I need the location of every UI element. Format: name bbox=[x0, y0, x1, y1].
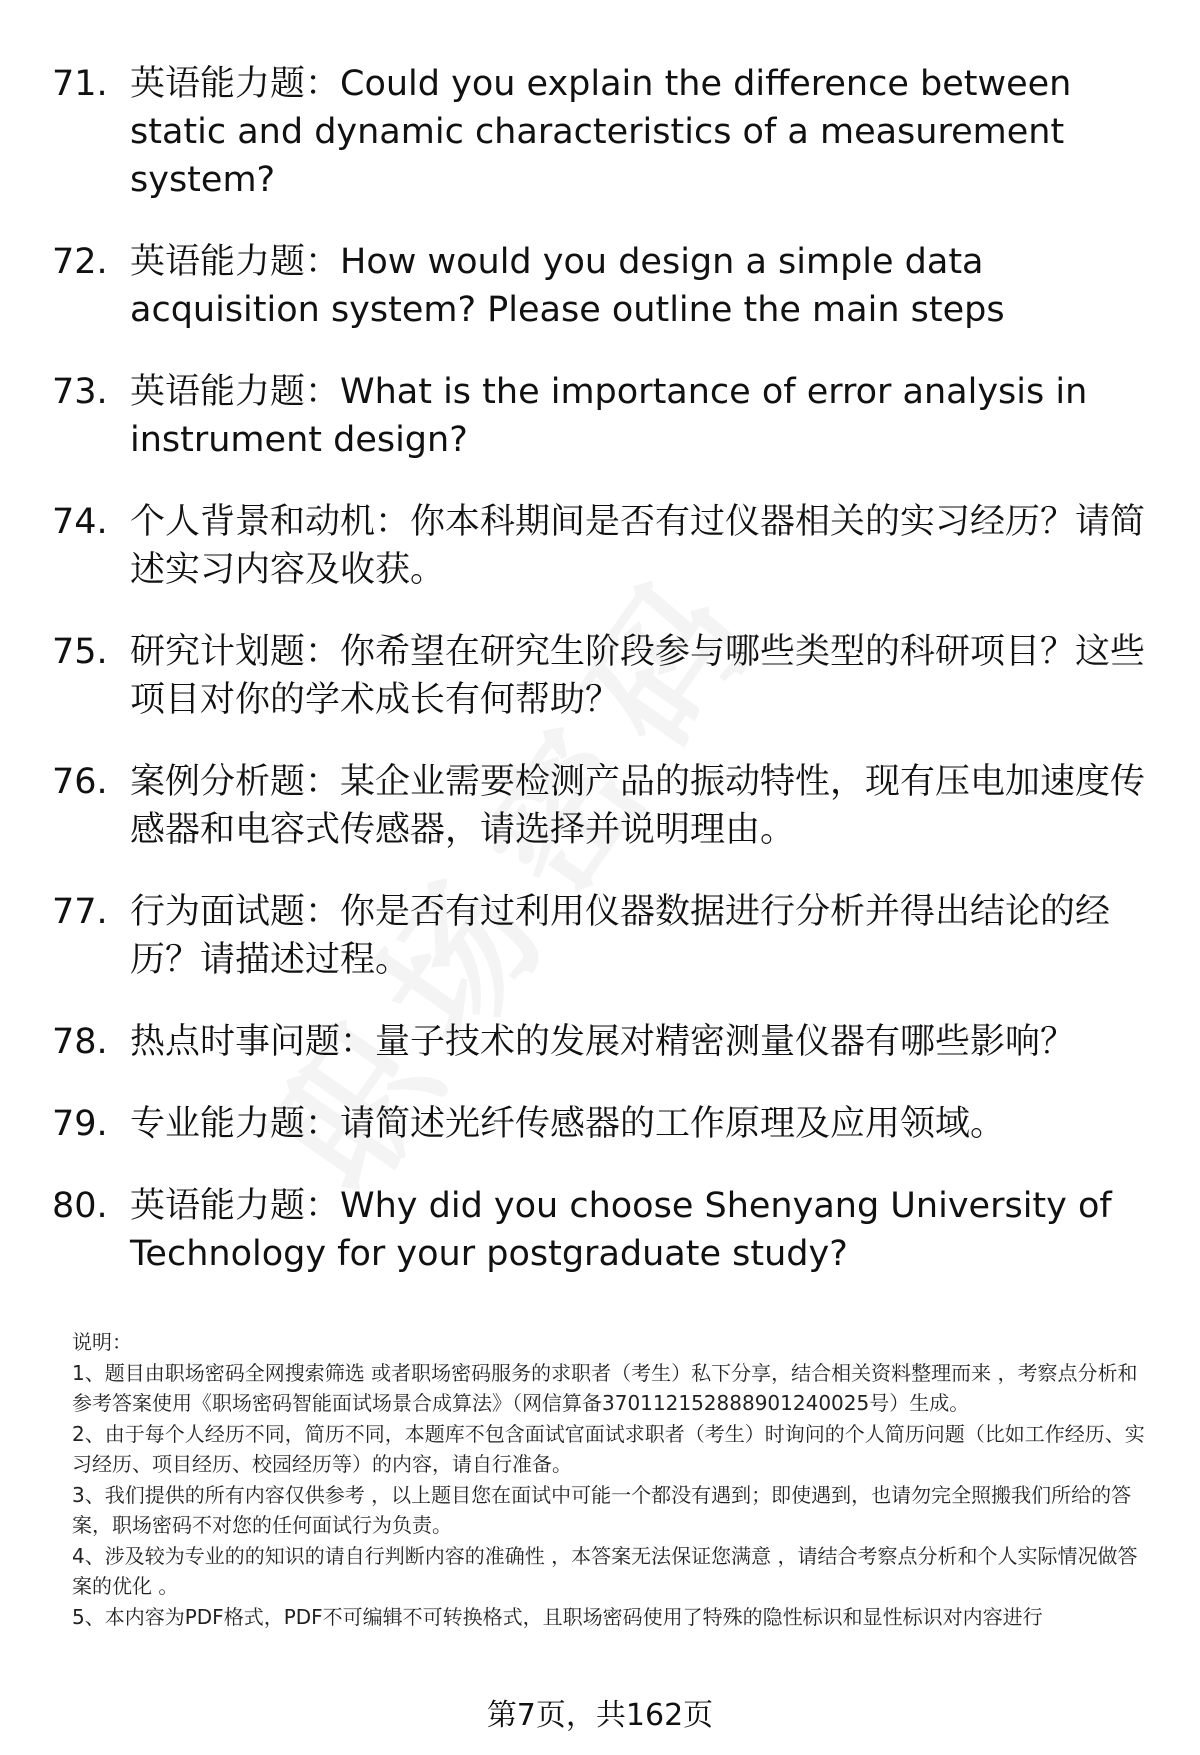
question-item bbox=[52, 758, 1152, 854]
question-number: 78. bbox=[52, 1022, 108, 1062]
notes-heading: 说明： bbox=[72, 1330, 132, 1354]
question-text: 行为面试题：你是否有过利用仪器数据进行分析并得出结论的经历？请描述过程。 bbox=[130, 892, 1111, 980]
note-item: 4、涉及较为专业的的知识的请自行判断内容的准确性 ，本答案无法保证您满意 ，请结合考察点分析和个人实际情况做答案的优化 。 bbox=[72, 1543, 1138, 1598]
notes-section bbox=[72, 1327, 1152, 1632]
question-text: 案例分析题：某企业需要检测产品的振动特性，现有压电加速度传感器和电容式传感器，请选择并说明理由。 bbox=[130, 762, 1146, 850]
note-item: 2、由于每个人经历不同，简历不同，本题库不包含面试官面试求职者（考生）时询问的个人简历问题（比如工作经历、实习经历、项目经历、校园经历等）的内容，请自行准备。 bbox=[72, 1421, 1145, 1476]
note-item: 3、我们提供的所有内容仅供参考 ，以上题目您在面试中可能一个都没有遇到；即使遇到，也请勿完全照搬我们所给的答案，职场密码不对您的任何面试行为负责。 bbox=[72, 1482, 1132, 1537]
question-text: 英语能力题：Why did you choose Shenyang University of Technology for your postgraduate study? bbox=[130, 1186, 1112, 1274]
page-number: 第7页，共162页 bbox=[486, 1698, 714, 1733]
question-number: 79. bbox=[52, 1104, 108, 1144]
question-text: 热点时事问题：量子技术的发展对精密测量仪器有哪些影响？ bbox=[130, 1022, 1076, 1062]
question-text: 英语能力题：Could you explain the difference between static and dynamic characteristics of a measurement system? bbox=[130, 64, 1072, 200]
question-item bbox=[52, 498, 1152, 594]
question-item bbox=[52, 238, 1152, 334]
question-item bbox=[52, 628, 1152, 724]
question-list bbox=[52, 60, 1152, 1312]
question-text: 英语能力题：What is the importance of error analysis in instrument design? bbox=[130, 372, 1088, 460]
question-item bbox=[52, 60, 1152, 204]
question-number: 75. bbox=[52, 632, 108, 672]
question-number: 72. bbox=[52, 242, 108, 282]
note-item: 1、题目由职场密码全网搜索筛选 或者职场密码服务的求职者（考生）私下分享，结合相关资料整理而来 ，考察点分析和参考答案使用《职场密码智能面试场景合成算法》（网信算备370112152888901240025号）生成。 bbox=[72, 1360, 1138, 1415]
question-number: 74. bbox=[52, 502, 108, 542]
question-number: 77. bbox=[52, 892, 108, 932]
question-text: 个人背景和动机：你本科期间是否有过仪器相关的实习经历？请简述实习内容及收获。 bbox=[130, 502, 1146, 590]
question-text: 研究计划题：你希望在研究生阶段参与哪些类型的科研项目？这些项目对你的学术成长有何帮助？ bbox=[130, 632, 1146, 720]
question-text: 专业能力题：请简述光纤传感器的工作原理及应用领域。 bbox=[130, 1104, 1006, 1144]
question-item bbox=[52, 888, 1152, 984]
note-item: 5、本内容为PDF格式，PDF不可编辑不可转换格式，且职场密码使用了特殊的隐性标识和显性标识对内容进行 bbox=[72, 1604, 1043, 1629]
question-text: 英语能力题：How would you design a simple data acquisition system? Please outline the main steps bbox=[130, 242, 1005, 330]
question-item bbox=[52, 1100, 1152, 1148]
question-item bbox=[52, 1182, 1152, 1278]
question-item bbox=[52, 1018, 1152, 1066]
question-item bbox=[52, 368, 1152, 464]
question-number: 73. bbox=[52, 372, 108, 412]
question-number: 76. bbox=[52, 762, 108, 802]
question-number: 80. bbox=[52, 1186, 108, 1226]
question-number: 71. bbox=[52, 64, 108, 104]
